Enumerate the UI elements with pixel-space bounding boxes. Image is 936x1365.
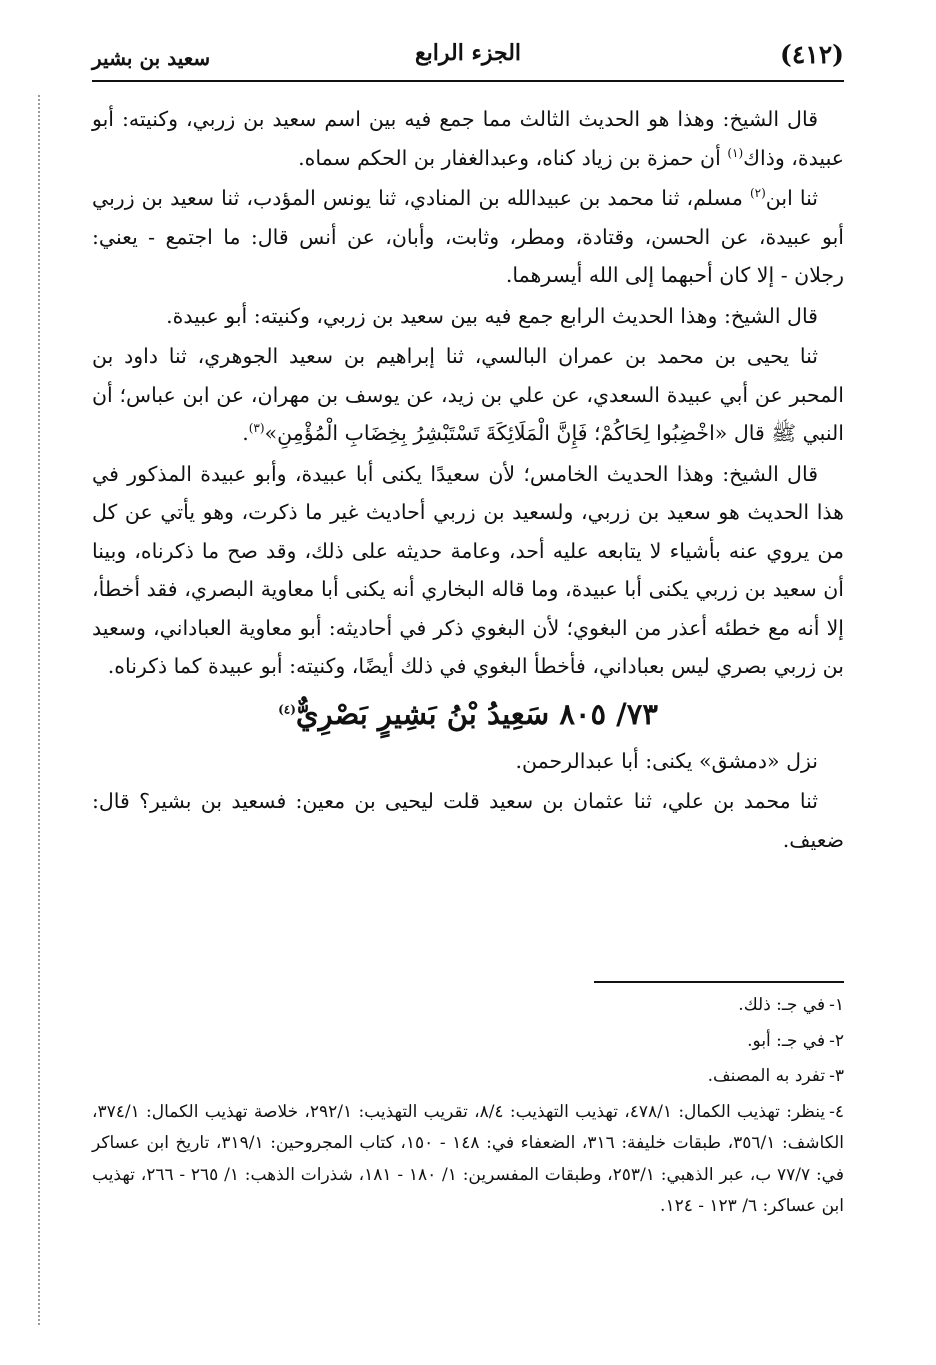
footnote-1 xyxy=(92,990,844,1022)
paragraph-2 xyxy=(92,179,844,295)
paragraph-4-text-b: . xyxy=(242,421,249,445)
page-number: (٤١٢) xyxy=(780,40,844,69)
footnote-number: ٢- xyxy=(829,1030,844,1051)
paragraph-1-text-b: أن حمزة بن زياد كناه، وعبدالغفار بن الحكم سماه. xyxy=(298,145,728,170)
footnote-text: تفرد به المصنف. xyxy=(707,1066,826,1086)
header-rule xyxy=(92,80,844,82)
margin-dotted-line xyxy=(38,95,40,1325)
paragraph-1 xyxy=(92,100,844,177)
footnote-text: في جـ: ذلك. xyxy=(738,995,826,1015)
paragraph-2-text-b: مسلم، ثنا محمد بن عبيدالله بن المنادي، ثنا يونس المؤدب، ثنا سعيد بن زربي أبو عبيدة، عن الحسن، وقتادة، ومطر، وثابت، وأبان، عن أنس قال: ما اجتمع - يعني: رجلان - إلا كان أحبهما إلى الله أيسرهما. xyxy=(92,186,844,287)
footnote-4 xyxy=(92,1097,844,1223)
paragraph-7: ثنا محمد بن علي، ثنا عثمان بن سعيد قلت ليحيى بن معين: فسعيد بن بشير؟ قال: ضعيف. xyxy=(92,789,844,852)
footnote-number: ٤- xyxy=(829,1101,844,1122)
paragraph-4 xyxy=(92,337,844,453)
footnote-2 xyxy=(92,1026,844,1058)
footnotes xyxy=(92,990,844,1227)
entry-heading-text: ٧٣/ ٨٠٥ سَعِيدُ بْنُ بَشِيرٍ بَصْرِيٌّ xyxy=(295,696,658,731)
footnote-ref-3: (٣) xyxy=(248,421,265,436)
paragraph-4-text-a: ثنا يحيى بن محمد بن عمران البالسي، ثنا إبراهيم بن سعيد الجوهري، ثنا داود بن المحبر عن أبي عبيدة السعدي، عن علي بن زيد، عن يوسف بن مهران، عن ابن عباس؛ أن النبي ﷺ قال «اخْضِبُوا لِحَاكُمْ؛ فَإِنَّ الْمَلَائِكَةَ تَسْتَبْشِرُ بِخِضَابِ الْمُؤْمِنِ» xyxy=(92,344,844,445)
footnote-number: ٣- xyxy=(829,1066,844,1086)
footnote-ref-4: (٤) xyxy=(278,701,296,716)
footnote-number: ١- xyxy=(829,995,844,1015)
paragraph-3: قال الشيخ: وهذا الحديث الرابع جمع فيه بين سعيد بن زربي، وكنيته: أبو عبيدة. xyxy=(166,303,818,328)
running-entry-name: سعيد بن بشير xyxy=(92,46,211,70)
footnote-text: في جـ: أبو. xyxy=(747,1030,826,1051)
paragraph-2-text-a: ثنا ابن xyxy=(765,186,818,210)
paragraph-5: قال الشيخ: وهذا الحديث الخامس؛ لأن سعيدًا يكنى أبا عبيدة، وأبو عبيدة المذكور في هذا الحديث هو سعيد بن زربي، ولسعيد بن زربي أحاديث غير ما ذكرت، وهو يأتي عن كل من يروي عنه بأشياء لا يتابعه عليه أحد، وعامة حديثه على ذلك، وقد صح ما ذكرناه، وبينا أن سعيد بن زربي يكنى أبا عبيدة، وما قاله البخاري أنه يكنى أبا معاوية البصري، فقد أخطأ، إلا أنه مع خطئه أعذر من البغوي؛ لأن البغوي ذكر في أحاديثه: أبو معاوية العباداني، وسعيد بن زربي بصري ليس بعباداني، فأخطأ البغوي في ذلك أيضًا، وكنيته: أبو عبيدة كما ذكرناه. xyxy=(92,461,844,678)
footnote-ref-2: (٢) xyxy=(749,186,766,201)
footnote-3 xyxy=(92,1061,844,1093)
running-header xyxy=(92,36,844,76)
main-text xyxy=(92,100,844,861)
footnote-separator xyxy=(594,981,844,983)
entry-heading xyxy=(92,692,844,736)
paragraph-1-text-a: قال الشيخ: وهذا هو الحديث الثالث مما جمع فيه بين اسم سعيد بن زربي، وكنيته: أبو عبيدة، وذاك xyxy=(92,107,844,170)
footnote-ref-1: (١) xyxy=(727,145,744,160)
volume-title: الجزء الرابع xyxy=(414,40,522,66)
footnote-text: ينظر: تهذيب الكمال: ٤٧٨/١، تهذيب التهذيب: ٨/٤، تقريب التهذيب: ٢٩٢/١، خلاصة تهذيب الكمال: ٣٧٤/١، الكاشف: ٣٥٦/١، طبقات خليفة: ٣١٦، الضعفاء في: ١٤٨ - ١٥٠، كتاب المجروحين: ٣١٩/١، تاريخ ابن عساكر في: ٧٧/٧ ب، عبر الذهبي: ٢٥٣/١، وطبقات المفسرين: ١/ ١٨٠ - ١٨١، شذرات الذهب: ١/ ٢٦٥ - ٢٦٦، تهذيب ابن عساكر: ٦/ ١٢٣ - ١٢٤. xyxy=(92,1101,844,1216)
paragraph-6: نزل «دمشق» يكنى: أبا عبدالرحمن. xyxy=(515,748,818,773)
